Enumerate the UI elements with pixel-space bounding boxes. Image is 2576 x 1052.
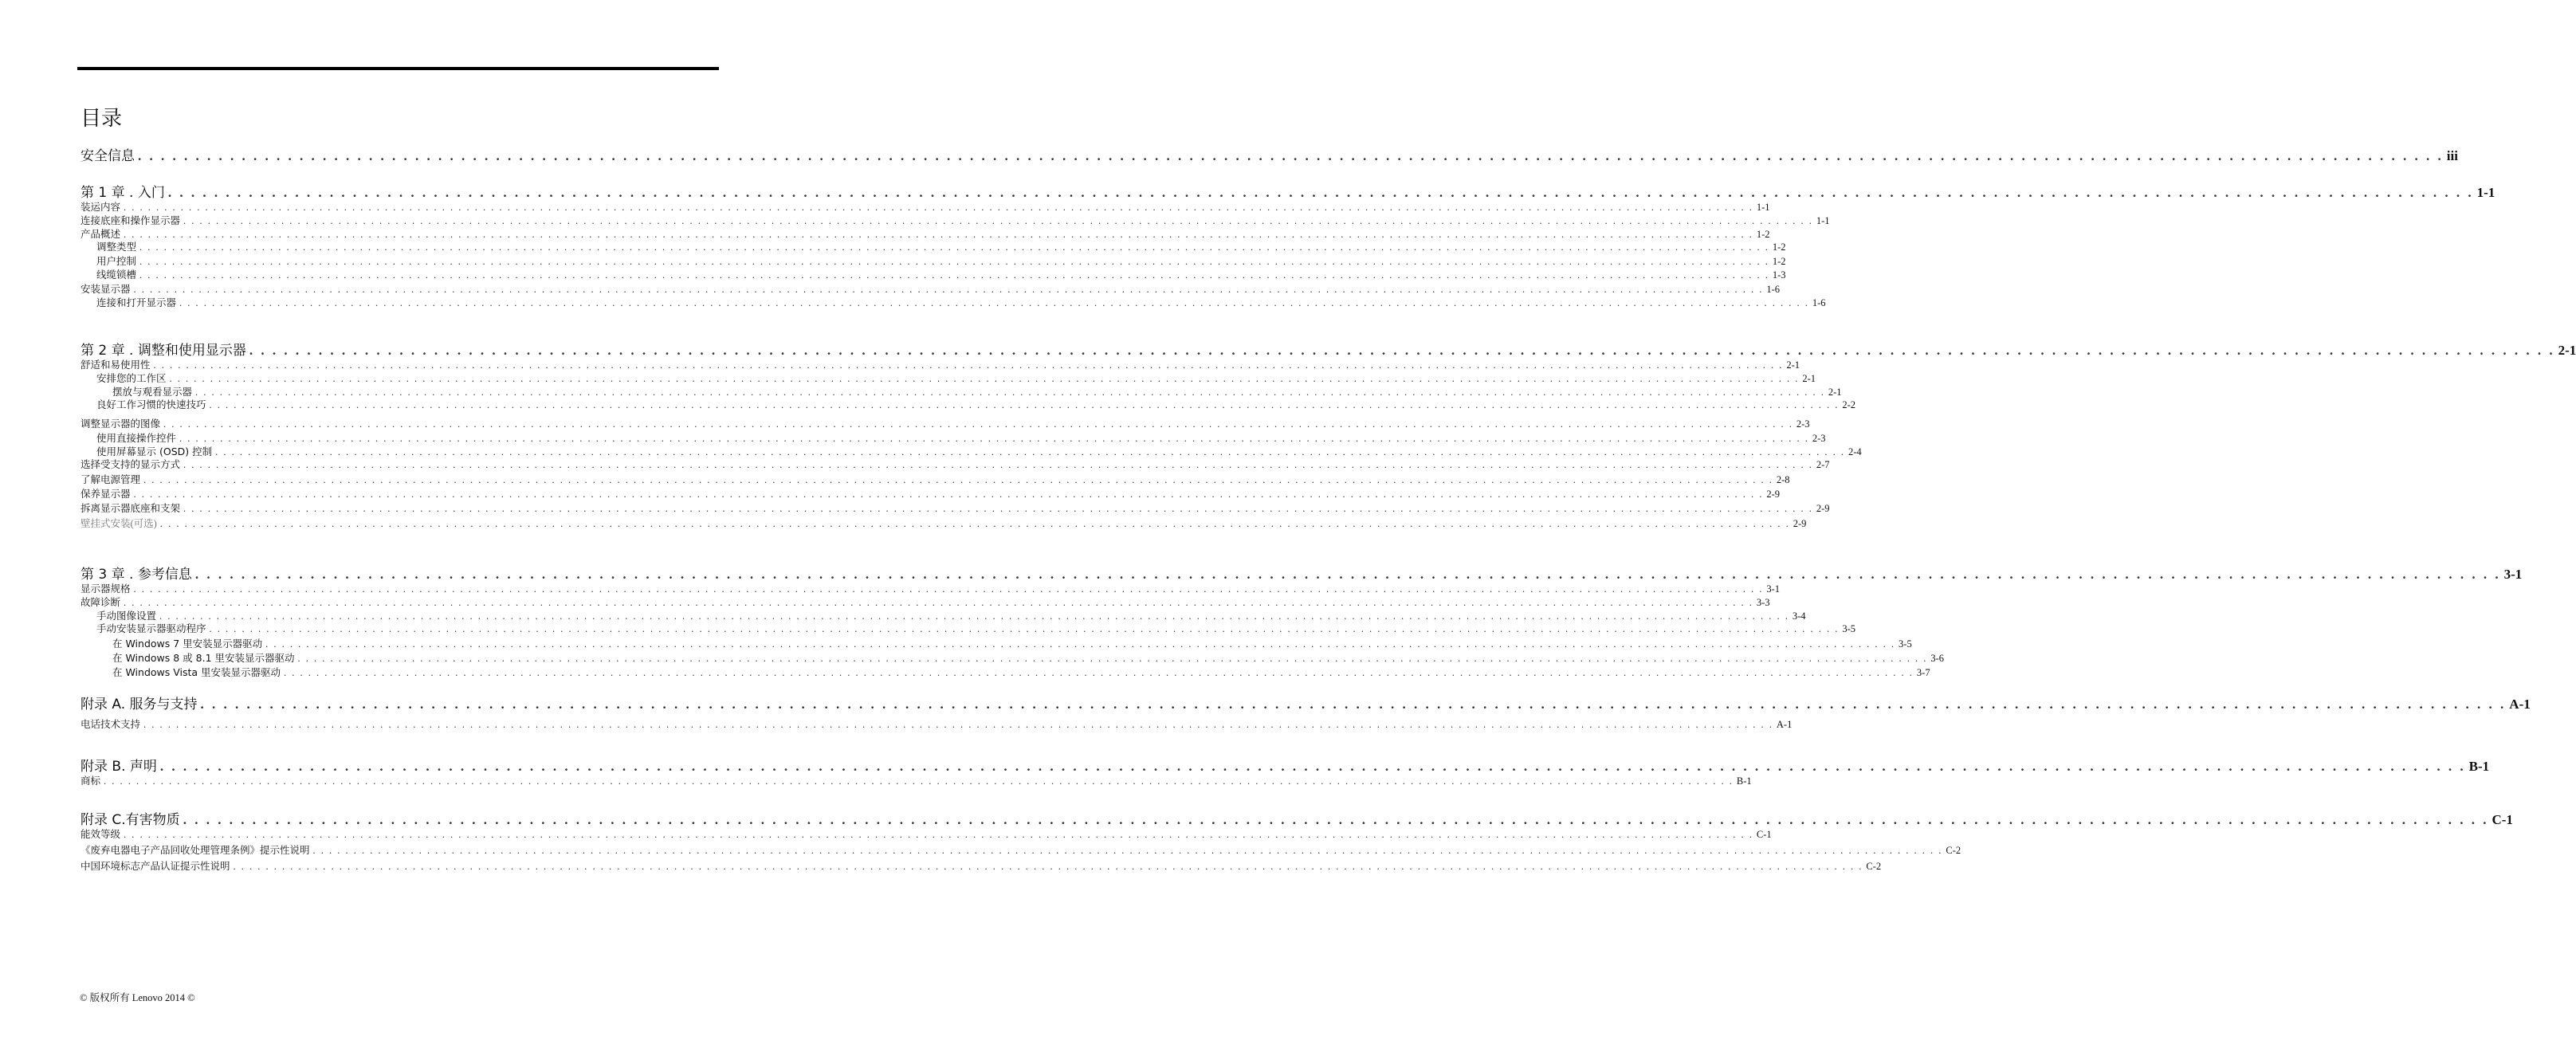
toc-entry[interactable]: [80, 517, 1807, 530]
leader-dots: . . . . . . . . . . . . . . . . . . . . . . . . . . . . . . . . . . . . . . . . . . . . . . . . . . . . . . . . . . . . . . . . . . . . . . . . . . . . . . . . . . . . . . . . . . . . . . . . . . . . . . . . . . . . . . . . . . . . . . . . . . . . . . . . . . . . . . . . . . . . . . . . . . . . . . . . . . . . . . . . . . . . . . . . . . . . . . . . . . . . . . . . . . . . . . . . . . . . . . . .: [183, 215, 1813, 226]
toc-entry-page: 1-6: [1766, 284, 1781, 295]
toc-entry-page: 3-3: [1756, 597, 1770, 608]
toc-entry[interactable]: [96, 372, 1816, 385]
toc-entry[interactable]: [80, 828, 1772, 841]
toc-entry-page: iii: [2446, 148, 2458, 163]
toc-entry-label: 第 1 章 . 入门: [80, 185, 165, 201]
toc-entry-page: 2-8: [1776, 474, 1790, 485]
toc-entry-label: 调整显示器的图像: [80, 418, 161, 430]
toc-entry[interactable]: [80, 201, 1770, 214]
leader-dots: . . . . . . . . . . . . . . . . . . . . . . . . . . . . . . . . . . . . . . . . . . . . . . . . . . . . . . . . . . . . . . . . . . . . . . . . . . . . . . . . . . . . . . . . . . . . . . . . . . . . . . . . . . . . . . . . . . . . . . . . . . . . . . . . . . . . . . . . . . . . . . . . . . . . . . . . . . . . . . . . . . . . . . . . . . . . . . . . . . . . . . . . . . . . . . . . . . . . . . . .: [143, 474, 1773, 485]
leader-dots: . . . . . . . . . . . . . . . . . . . . . . . . . . . . . . . . . . . . . . . . . . . . . . . . . . . . . . . . . . . . . . . . . . . . . . . . . . . . . . . . . . . . . . . . . . . . . . . . . . . . . . . . . . . . . . . . . . . . . . . . . . . . . . . . . . . . . . . . . . . . . . . . . . . . . . . . . . . . . . . . . . . . . . . . . . . . . . . . . . . . . . . . . . . . . . . . . . . . . . . .: [233, 861, 1863, 872]
toc-entry[interactable]: [112, 386, 1842, 398]
toc-entry[interactable]: [96, 432, 1826, 445]
toc-entry-page: C-1: [1756, 829, 1772, 840]
toc-entry[interactable]: [96, 296, 1826, 309]
toc-entry[interactable]: [80, 283, 1781, 296]
toc-entry[interactable]: [80, 214, 1830, 227]
toc-entry-label: 使用屏幕显示 (OSD) 控制: [96, 446, 213, 457]
toc-entry[interactable]: [80, 147, 2458, 165]
leader-dots: . . . . . . . . . . . . . . . . . . . . . . . . . . . . . . . . . . . . . . . . . . . . . . . . . . . . . . . . . . . . . . . . . . . . . . . . . . . . . . . . . . . . . . . . . . . . . . . . . . . . . . . . . . . . . . . . . . . . . . . . . . . . . . . . . . . . . . . . . . . . . . . . . . . . . . . . . . . . . . . . . . . . . . . . . . . . . . . . . . . . . . . . . . . . . . . . . . . . . . . .: [312, 845, 1943, 856]
toc-entry[interactable]: [80, 718, 1793, 731]
toc-entry-label: 调整类型: [96, 241, 137, 253]
toc-entry-page: 1-1: [1816, 215, 1830, 226]
leader-dots: . . . . . . . . . . . . . . . . . . . . . . . . . . . . . . . . . . . . . . . . . . . . . . . . . . . . . . . . . . . . . . . . . . . . . . . . . . . . . . . . . . . . . . . . . . . . . . . . . . . . . . . . . . . . . . . . . . . . . . . . . . . . . . . . . . . . . . . . . . . . . . . . . . . . . . . . . . . . . . . . . . . . . . . . . . . . . . . . . . . . . . . . . . . . . . . . . . . . . . . .: [139, 241, 1769, 253]
header-rule: [77, 67, 719, 70]
toc-entry-label: 安装显示器: [80, 283, 131, 295]
toc-entry-label: 附录 A. 服务与支持: [80, 697, 198, 712]
leader-dots: . . . . . . . . . . . . . . . . . . . . . . . . . . . . . . . . . . . . . . . . . . . . . . . . . . . . . . . . . . . . . . . . . . . . . . . . . . . . . . . . . . . . . . . . . . . . . . . . . . . . . . . . . . . . . . . . . . . . . . . . . . . . . . . . . . . . . . . . . . . . . . . . . . . . . . . . . . . . . . . . . . . . . . . . . . . . . . . . . . . . . . . . . . . . . . . . . . . . . . . .: [143, 719, 1773, 730]
toc-entry-page: 3-5: [1899, 638, 1912, 650]
leader-dots: . . . . . . . . . . . . . . . . . . . . . . . . . . . . . . . . . . . . . . . . . . . . . . . . . . . . . . . . . . . . . . . . . . . . . . . . . . . . . . . . . . . . . . . . . . . . . . . . . . . . . . . . . . . . . . . . . . . . . . . . . . . . . . . . . . . . . . . . . . . . . . . . . . . . . . . . . . . . . . . . . . . . . . . . . . . . . . . . . . . . . . . . . . . . . . . . . . . . . . . .: [183, 812, 2489, 827]
leader-dots: . . . . . . . . . . . . . . . . . . . . . . . . . . . . . . . . . . . . . . . . . . . . . . . . . . . . . . . . . . . . . . . . . . . . . . . . . . . . . . . . . . . . . . . . . . . . . . . . . . . . . . . . . . . . . . . . . . . . . . . . . . . . . . . . . . . . . . . . . . . . . . . . . . . . . . . . . . . . . . . . . . . . . . . . . . . . . . . . . . . . . . . . . . . . . . . . . . . . . . . .: [159, 518, 1790, 529]
leader-dots: . . . . . . . . . . . . . . . . . . . . . . . . . . . . . . . . . . . . . . . . . . . . . . . . . . . . . . . . . . . . . . . . . . . . . . . . . . . . . . . . . . . . . . . . . . . . . . . . . . . . . . . . . . . . . . . . . . . . . . . . . . . . . . . . . . . . . . . . . . . . . . . . . . . . . . . . . . . . . . . . . . . . . . . . . . . . . . . . . . . . . . . . . . . . . . . . . . . . . . . .: [284, 667, 1914, 678]
toc-entry-label: 产品概述: [80, 228, 121, 240]
toc-entry-page: C-2: [1866, 861, 1882, 872]
toc-entry-label: 安排您的工作区: [96, 372, 167, 384]
toc-entry-page: A-1: [1776, 719, 1793, 730]
toc-entry[interactable]: [96, 398, 1856, 411]
toc-entry-page: 1-2: [1756, 229, 1770, 240]
toc-entry-label: 手动图像设置: [96, 610, 157, 622]
toc-entry-page: 2-1: [1786, 359, 1800, 371]
toc-entry[interactable]: [80, 473, 1790, 486]
toc-entry-page: 2-2: [1842, 399, 1856, 410]
toc-entry-page: 2-7: [1816, 459, 1830, 470]
toc-entry-page: 2-1: [1802, 373, 1816, 384]
toc-entry[interactable]: [80, 359, 1800, 371]
toc-entry-page: 2-3: [1796, 418, 1810, 430]
toc-entry[interactable]: [80, 502, 1830, 515]
toc-entry-page: B-1: [1736, 775, 1752, 787]
toc-entry-label: 壁挂式安装(可选): [80, 518, 157, 529]
toc-entry-label: 在 Windows 8 或 8.1 里安装显示器驱动: [112, 652, 295, 664]
toc-entry[interactable]: [112, 652, 1945, 665]
toc-entry[interactable]: [80, 418, 1810, 430]
leader-dots: . . . . . . . . . . . . . . . . . . . . . . . . . . . . . . . . . . . . . . . . . . . . . . . . . . . . . . . . . . . . . . . . . . . . . . . . . . . . . . . . . . . . . . . . . . . . . . . . . . . . . . . . . . . . . . . . . . . . . . . . . . . . . . . . . . . . . . . . . . . . . . . . . . . . . . . . . . . . . . . . . . . . . . . . . . . . . . . . . . . . . . . . . . . . . . . . . . . . . . . .: [124, 229, 1753, 240]
toc-entry-label: 使用直接操作控件: [96, 432, 177, 444]
toc-entry-label: 第 2 章 . 调整和使用显示器: [80, 343, 246, 359]
toc-entry-page: 3-1: [1766, 583, 1781, 595]
toc-entry[interactable]: [96, 446, 1862, 458]
toc-entry-label: 选择受支持的显示方式: [80, 458, 181, 470]
toc-entry-page: 2-3: [1812, 433, 1826, 444]
toc-entry[interactable]: [80, 860, 1882, 873]
toc-entry-label: 安全信息: [80, 148, 135, 164]
toc-entry[interactable]: [80, 758, 2490, 775]
toc-entry-label: 了解电源管理: [80, 473, 141, 485]
toc-entry[interactable]: [96, 255, 1786, 268]
leader-dots: . . . . . . . . . . . . . . . . . . . . . . . . . . . . . . . . . . . . . . . . . . . . . . . . . . . . . . . . . . . . . . . . . . . . . . . . . . . . . . . . . . . . . . . . . . . . . . . . . . . . . . . . . . . . . . . . . . . . . . . . . . . . . . . . . . . . . . . . . . . . . . . . . . . . . . . . . . . . . . . . . . . . . . . . . . . . . . . . . . . . . . . . . . . . . . . . . . . . . . . .: [159, 610, 1789, 622]
toc-entry-label: 第 3 章 . 参考信息: [80, 567, 192, 583]
leader-dots: . . . . . . . . . . . . . . . . . . . . . . . . . . . . . . . . . . . . . . . . . . . . . . . . . . . . . . . . . . . . . . . . . . . . . . . . . . . . . . . . . . . . . . . . . . . . . . . . . . . . . . . . . . . . . . . . . . . . . . . . . . . . . . . . . . . . . . . . . . . . . . . . . . . . . . . . . . . . . . . . . . . . . . . . . . . . . . . . . . . . . . . . . . . . . . . . . . . . . . . .: [153, 359, 1784, 371]
leader-dots: . . . . . . . . . . . . . . . . . . . . . . . . . . . . . . . . . . . . . . . . . . . . . . . . . . . . . . . . . . . . . . . . . . . . . . . . . . . . . . . . . . . . . . . . . . . . . . . . . . . . . . . . . . . . . . . . . . . . . . . . . . . . . . . . . . . . . . . . . . . . . . . . . . . . . . . . . . . . . . . . . . . . . . . . . . . . . . . . . . . . . . . . . . . . . . . . . . . . . . . .: [139, 256, 1769, 267]
leader-dots: . . . . . . . . . . . . . . . . . . . . . . . . . . . . . . . . . . . . . . . . . . . . . . . . . . . . . . . . . . . . . . . . . . . . . . . . . . . . . . . . . . . . . . . . . . . . . . . . . . . . . . . . . . . . . . . . . . . . . . . . . . . . . . . . . . . . . . . . . . . . . . . . . . . . . . . . . . . . . . . . . . . . . . . . . . . . . . . . . . . . . . . . . . . . . . . . . . . . . . . .: [169, 373, 1800, 384]
toc-entry-label: 装运内容: [80, 201, 121, 213]
leader-dots: . . . . . . . . . . . . . . . . . . . . . . . . . . . . . . . . . . . . . . . . . . . . . . . . . . . . . . . . . . . . . . . . . . . . . . . . . . . . . . . . . . . . . . . . . . . . . . . . . . . . . . . . . . . . . . . . . . . . . . . . . . . . . . . . . . . . . . . . . . . . . . . . . . . . . . . . . . . . . . . . . . . . . . . . . . . . . . . . . . . . . . . . . . . . . . . . . . . . . . . .: [249, 343, 2555, 358]
toc-entry[interactable]: [80, 696, 2531, 713]
toc-entry-label: 拆离显示器底座和支架: [80, 502, 181, 514]
toc-entry-label: 能效等级: [80, 828, 121, 840]
toc-entry[interactable]: [80, 342, 2576, 359]
toc-entry[interactable]: [80, 596, 1770, 609]
toc-entry[interactable]: [112, 638, 1912, 650]
toc-entry[interactable]: [96, 622, 1856, 635]
toc-entry-label: 摆放与观看显示器: [112, 386, 193, 398]
copyright-footer: © 版权所有 Lenovo 2014 ©: [80, 992, 195, 1003]
toc-entry[interactable]: [80, 184, 2496, 202]
toc-entry[interactable]: [80, 566, 2523, 583]
leader-dots: . . . . . . . . . . . . . . . . . . . . . . . . . . . . . . . . . . . . . . . . . . . . . . . . . . . . . . . . . . . . . . . . . . . . . . . . . . . . . . . . . . . . . . . . . . . . . . . . . . . . . . . . . . . . . . . . . . . . . . . . . . . . . . . . . . . . . . . . . . . . . . . . . . . . . . . . . . . . . . . . . . . . . . . . . . . . . . . . . . . . . . . . . . . . . . . . . . . . . . . .: [297, 653, 1928, 664]
leader-dots: . . . . . . . . . . . . . . . . . . . . . . . . . . . . . . . . . . . . . . . . . . . . . . . . . . . . . . . . . . . . . . . . . . . . . . . . . . . . . . . . . . . . . . . . . . . . . . . . . . . . . . . . . . . . . . . . . . . . . . . . . . . . . . . . . . . . . . . . . . . . . . . . . . . . . . . . . . . . . . . . . . . . . . . . . . . . . . . . . . . . . . . . . . . . . . . . . . . . . . . .: [209, 623, 1840, 634]
leader-dots: . . . . . . . . . . . . . . . . . . . . . . . . . . . . . . . . . . . . . . . . . . . . . . . . . . . . . . . . . . . . . . . . . . . . . . . . . . . . . . . . . . . . . . . . . . . . . . . . . . . . . . . . . . . . . . . . . . . . . . . . . . . . . . . . . . . . . . . . . . . . . . . . . . . . . . . . . . . . . . . . . . . . . . . . . . . . . . . . . . . . . . . . . . . . . . . . . . . . . . . .: [195, 387, 1825, 398]
toc-entry-page: 1-2: [1772, 256, 1786, 267]
leader-dots: . . . . . . . . . . . . . . . . . . . . . . . . . . . . . . . . . . . . . . . . . . . . . . . . . . . . . . . . . . . . . . . . . . . . . . . . . . . . . . . . . . . . . . . . . . . . . . . . . . . . . . . . . . . . . . . . . . . . . . . . . . . . . . . . . . . . . . . . . . . . . . . . . . . . . . . . . . . . . . . . . . . . . . . . . . . . . . . . . . . . . . . . . . . . . . . . . . . . . . . .: [163, 418, 1793, 430]
toc-entry-label: 手动安装显示器驱动程序: [96, 622, 206, 634]
toc-entry[interactable]: [80, 844, 1961, 857]
toc-entry-label: 连接底座和操作显示器: [80, 214, 181, 226]
leader-dots: . . . . . . . . . . . . . . . . . . . . . . . . . . . . . . . . . . . . . . . . . . . . . . . . . . . . . . . . . . . . . . . . . . . . . . . . . . . . . . . . . . . . . . . . . . . . . . . . . . . . . . . . . . . . . . . . . . . . . . . . . . . . . . . . . . . . . . . . . . . . . . . . . . . . . . . . . . . . . . . . . . . . . . . . . . . . . . . . . . . . . . . . . . . . . . . . . . . . . . . .: [104, 775, 1734, 787]
toc-entry-label: 在 Windows 7 里安装显示器驱动: [112, 638, 263, 650]
toc-entry-label: 中国环境标志产品认证提示性说明: [80, 860, 230, 872]
toc-entry-page: 2-9: [1766, 489, 1781, 500]
leader-dots: . . . . . . . . . . . . . . . . . . . . . . . . . . . . . . . . . . . . . . . . . . . . . . . . . . . . . . . . . . . . . . . . . . . . . . . . . . . . . . . . . . . . . . . . . . . . . . . . . . . . . . . . . . . . . . . . . . . . . . . . . . . . . . . . . . . . . . . . . . . . . . . . . . . . . . . . . . . . . . . . . . . . . . . . . . . . . . . . . . . . . . . . . . . . . . . . . . . . . . . .: [124, 202, 1753, 213]
toc-entry-label: 商标: [80, 775, 101, 787]
toc-entry[interactable]: [96, 269, 1786, 281]
toc-entry-page: 3-6: [1930, 653, 1945, 664]
leader-dots: . . . . . . . . . . . . . . . . . . . . . . . . . . . . . . . . . . . . . . . . . . . . . . . . . . . . . . . . . . . . . . . . . . . . . . . . . . . . . . . . . . . . . . . . . . . . . . . . . . . . . . . . . . . . . . . . . . . . . . . . . . . . . . . . . . . . . . . . . . . . . . . . . . . . . . . . . . . . . . . . . . . . . . . . . . . . . . . . . . . . . . . . . . . . . . . . . . . . . . . .: [265, 638, 1896, 650]
toc-entry-page: B-1: [2468, 759, 2490, 774]
toc-entry[interactable]: [80, 775, 1752, 787]
toc-entry[interactable]: [80, 811, 2513, 829]
leader-dots: . . . . . . . . . . . . . . . . . . . . . . . . . . . . . . . . . . . . . . . . . . . . . . . . . . . . . . . . . . . . . . . . . . . . . . . . . . . . . . . . . . . . . . . . . . . . . . . . . . . . . . . . . . . . . . . . . . . . . . . . . . . . . . . . . . . . . . . . . . . . . . . . . . . . . . . . . . . . . . . . . . . . . . . . . . . . . . . . . . . . . . . . . . . . . . . . . . . . . . . .: [167, 185, 2474, 200]
toc-entry-label: 连接和打开显示器: [96, 296, 177, 308]
leader-dots: . . . . . . . . . . . . . . . . . . . . . . . . . . . . . . . . . . . . . . . . . . . . . . . . . . . . . . . . . . . . . . . . . . . . . . . . . . . . . . . . . . . . . . . . . . . . . . . . . . . . . . . . . . . . . . . . . . . . . . . . . . . . . . . . . . . . . . . . . . . . . . . . . . . . . . . . . . . . . . . . . . . . . . . . . . . . . . . . . . . . . . . . . . . . . . . . . . . . . . . .: [159, 759, 2466, 774]
toc-entry-page: 3-7: [1916, 667, 1930, 678]
toc-entry[interactable]: [96, 241, 1786, 253]
leader-dots: . . . . . . . . . . . . . . . . . . . . . . . . . . . . . . . . . . . . . . . . . . . . . . . . . . . . . . . . . . . . . . . . . . . . . . . . . . . . . . . . . . . . . . . . . . . . . . . . . . . . . . . . . . . . . . . . . . . . . . . . . . . . . . . . . . . . . . . . . . . . . . . . . . . . . . . . . . . . . . . . . . . . . . . . . . . . . . . . . . . . . . . . . . . . . . . . . . . . . . . .: [138, 148, 2444, 163]
toc-entry-page: 3-4: [1792, 610, 1806, 622]
toc-entry-page: 1-1: [1756, 202, 1770, 213]
page-title: 目录: [80, 107, 123, 131]
toc-entry-page: 2-4: [1848, 446, 1862, 457]
toc-entry-label: 电话技术支持: [80, 718, 141, 730]
leader-dots: . . . . . . . . . . . . . . . . . . . . . . . . . . . . . . . . . . . . . . . . . . . . . . . . . . . . . . . . . . . . . . . . . . . . . . . . . . . . . . . . . . . . . . . . . . . . . . . . . . . . . . . . . . . . . . . . . . . . . . . . . . . . . . . . . . . . . . . . . . . . . . . . . . . . . . . . . . . . . . . . . . . . . . . . . . . . . . . . . . . . . . . . . . . . . . . . . . . . . . . .: [183, 503, 1813, 514]
toc-entry-label: 《废弃电器电子产品回收处理管理条例》提示性说明: [80, 844, 310, 856]
toc-entry-label: 舒适和易使用性: [80, 359, 151, 371]
toc-entry-label: 线缆锁槽: [96, 269, 137, 281]
toc-entry-label: 故障诊断: [80, 596, 121, 608]
leader-dots: . . . . . . . . . . . . . . . . . . . . . . . . . . . . . . . . . . . . . . . . . . . . . . . . . . . . . . . . . . . . . . . . . . . . . . . . . . . . . . . . . . . . . . . . . . . . . . . . . . . . . . . . . . . . . . . . . . . . . . . . . . . . . . . . . . . . . . . . . . . . . . . . . . . . . . . . . . . . . . . . . . . . . . . . . . . . . . . . . . . . . . . . . . . . . . . . . . . . . . . .: [183, 459, 1813, 470]
toc-entry[interactable]: [80, 583, 1781, 595]
toc-entry-page: 2-9: [1793, 518, 1807, 529]
toc-entry-page: 2-1: [1828, 387, 1842, 398]
leader-dots: . . . . . . . . . . . . . . . . . . . . . . . . . . . . . . . . . . . . . . . . . . . . . . . . . . . . . . . . . . . . . . . . . . . . . . . . . . . . . . . . . . . . . . . . . . . . . . . . . . . . . . . . . . . . . . . . . . . . . . . . . . . . . . . . . . . . . . . . . . . . . . . . . . . . . . . . . . . . . . . . . . . . . . . . . . . . . . . . . . . . . . . . . . . . . . . . . . . . . . . .: [124, 597, 1753, 608]
toc-entry-label: 良好工作习惯的快速技巧: [96, 398, 206, 410]
toc-entry-label: 用户控制: [96, 255, 137, 267]
toc-entry-page: 3-1: [2503, 567, 2523, 582]
toc-entry-page: 1-3: [1772, 269, 1786, 281]
toc-entry-page: 1-6: [1812, 297, 1826, 308]
leader-dots: . . . . . . . . . . . . . . . . . . . . . . . . . . . . . . . . . . . . . . . . . . . . . . . . . . . . . . . . . . . . . . . . . . . . . . . . . . . . . . . . . . . . . . . . . . . . . . . . . . . . . . . . . . . . . . . . . . . . . . . . . . . . . . . . . . . . . . . . . . . . . . . . . . . . . . . . . . . . . . . . . . . . . . . . . . . . . . . . . . . . . . . . . . . . . . . . . . . . . . . .: [179, 297, 1809, 308]
leader-dots: . . . . . . . . . . . . . . . . . . . . . . . . . . . . . . . . . . . . . . . . . . . . . . . . . . . . . . . . . . . . . . . . . . . . . . . . . . . . . . . . . . . . . . . . . . . . . . . . . . . . . . . . . . . . . . . . . . . . . . . . . . . . . . . . . . . . . . . . . . . . . . . . . . . . . . . . . . . . . . . . . . . . . . . . . . . . . . . . . . . . . . . . . . . . . . . . . . . . . . . .: [124, 829, 1753, 840]
toc-entry-label: 显示器规格: [80, 583, 131, 595]
toc-entry-page: C-2: [1946, 845, 1961, 856]
leader-dots: . . . . . . . . . . . . . . . . . . . . . . . . . . . . . . . . . . . . . . . . . . . . . . . . . . . . . . . . . . . . . . . . . . . . . . . . . . . . . . . . . . . . . . . . . . . . . . . . . . . . . . . . . . . . . . . . . . . . . . . . . . . . . . . . . . . . . . . . . . . . . . . . . . . . . . . . . . . . . . . . . . . . . . . . . . . . . . . . . . . . . . . . . . . . . . . . . . . . . . . .: [133, 583, 1764, 595]
toc-entry[interactable]: [112, 666, 1930, 679]
leader-dots: . . . . . . . . . . . . . . . . . . . . . . . . . . . . . . . . . . . . . . . . . . . . . . . . . . . . . . . . . . . . . . . . . . . . . . . . . . . . . . . . . . . . . . . . . . . . . . . . . . . . . . . . . . . . . . . . . . . . . . . . . . . . . . . . . . . . . . . . . . . . . . . . . . . . . . . . . . . . . . . . . . . . . . . . . . . . . . . . . . . . . . . . . . . . . . . . . . . . . . . .: [194, 567, 2501, 582]
toc-entry-page: 2-9: [1816, 503, 1830, 514]
toc-entry[interactable]: [96, 610, 1806, 622]
leader-dots: . . . . . . . . . . . . . . . . . . . . . . . . . . . . . . . . . . . . . . . . . . . . . . . . . . . . . . . . . . . . . . . . . . . . . . . . . . . . . . . . . . . . . . . . . . . . . . . . . . . . . . . . . . . . . . . . . . . . . . . . . . . . . . . . . . . . . . . . . . . . . . . . . . . . . . . . . . . . . . . . . . . . . . . . . . . . . . . . . . . . . . . . . . . . . . . . . . . . . . . .: [200, 697, 2507, 712]
toc-entry-page: 2-1: [2558, 343, 2576, 358]
toc-entry-page: C-1: [2492, 812, 2513, 827]
leader-dots: . . . . . . . . . . . . . . . . . . . . . . . . . . . . . . . . . . . . . . . . . . . . . . . . . . . . . . . . . . . . . . . . . . . . . . . . . . . . . . . . . . . . . . . . . . . . . . . . . . . . . . . . . . . . . . . . . . . . . . . . . . . . . . . . . . . . . . . . . . . . . . . . . . . . . . . . . . . . . . . . . . . . . . . . . . . . . . . . . . . . . . . . . . . . . . . . . . . . . . . .: [209, 399, 1840, 410]
toc-entry[interactable]: [80, 458, 1830, 471]
leader-dots: . . . . . . . . . . . . . . . . . . . . . . . . . . . . . . . . . . . . . . . . . . . . . . . . . . . . . . . . . . . . . . . . . . . . . . . . . . . . . . . . . . . . . . . . . . . . . . . . . . . . . . . . . . . . . . . . . . . . . . . . . . . . . . . . . . . . . . . . . . . . . . . . . . . . . . . . . . . . . . . . . . . . . . . . . . . . . . . . . . . . . . . . . . . . . . . . . . . . . . . .: [215, 446, 1845, 457]
toc-entry-page: 1-2: [1772, 241, 1786, 253]
leader-dots: . . . . . . . . . . . . . . . . . . . . . . . . . . . . . . . . . . . . . . . . . . . . . . . . . . . . . . . . . . . . . . . . . . . . . . . . . . . . . . . . . . . . . . . . . . . . . . . . . . . . . . . . . . . . . . . . . . . . . . . . . . . . . . . . . . . . . . . . . . . . . . . . . . . . . . . . . . . . . . . . . . . . . . . . . . . . . . . . . . . . . . . . . . . . . . . . . . . . . . . .: [179, 433, 1809, 444]
toc-entry-label: 保养显示器: [80, 488, 131, 500]
toc-entry-label: 附录 C.有害物质: [80, 812, 180, 828]
toc-entry[interactable]: [80, 488, 1781, 500]
toc-entry-page: A-1: [2509, 697, 2531, 712]
leader-dots: . . . . . . . . . . . . . . . . . . . . . . . . . . . . . . . . . . . . . . . . . . . . . . . . . . . . . . . . . . . . . . . . . . . . . . . . . . . . . . . . . . . . . . . . . . . . . . . . . . . . . . . . . . . . . . . . . . . . . . . . . . . . . . . . . . . . . . . . . . . . . . . . . . . . . . . . . . . . . . . . . . . . . . . . . . . . . . . . . . . . . . . . . . . . . . . . . . . . . . . .: [133, 489, 1764, 500]
toc-entry-page: 3-5: [1842, 623, 1856, 634]
leader-dots: . . . . . . . . . . . . . . . . . . . . . . . . . . . . . . . . . . . . . . . . . . . . . . . . . . . . . . . . . . . . . . . . . . . . . . . . . . . . . . . . . . . . . . . . . . . . . . . . . . . . . . . . . . . . . . . . . . . . . . . . . . . . . . . . . . . . . . . . . . . . . . . . . . . . . . . . . . . . . . . . . . . . . . . . . . . . . . . . . . . . . . . . . . . . . . . . . . . . . . . .: [133, 284, 1764, 295]
toc-entry[interactable]: [80, 228, 1770, 241]
leader-dots: . . . . . . . . . . . . . . . . . . . . . . . . . . . . . . . . . . . . . . . . . . . . . . . . . . . . . . . . . . . . . . . . . . . . . . . . . . . . . . . . . . . . . . . . . . . . . . . . . . . . . . . . . . . . . . . . . . . . . . . . . . . . . . . . . . . . . . . . . . . . . . . . . . . . . . . . . . . . . . . . . . . . . . . . . . . . . . . . . . . . . . . . . . . . . . . . . . . . . . . .: [139, 269, 1769, 281]
toc-entry-page: 1-1: [2476, 185, 2496, 200]
toc-entry-label: 在 Windows Vista 里安装显示器驱动: [112, 666, 281, 678]
toc-entry-label: 附录 B. 声明: [80, 759, 157, 775]
